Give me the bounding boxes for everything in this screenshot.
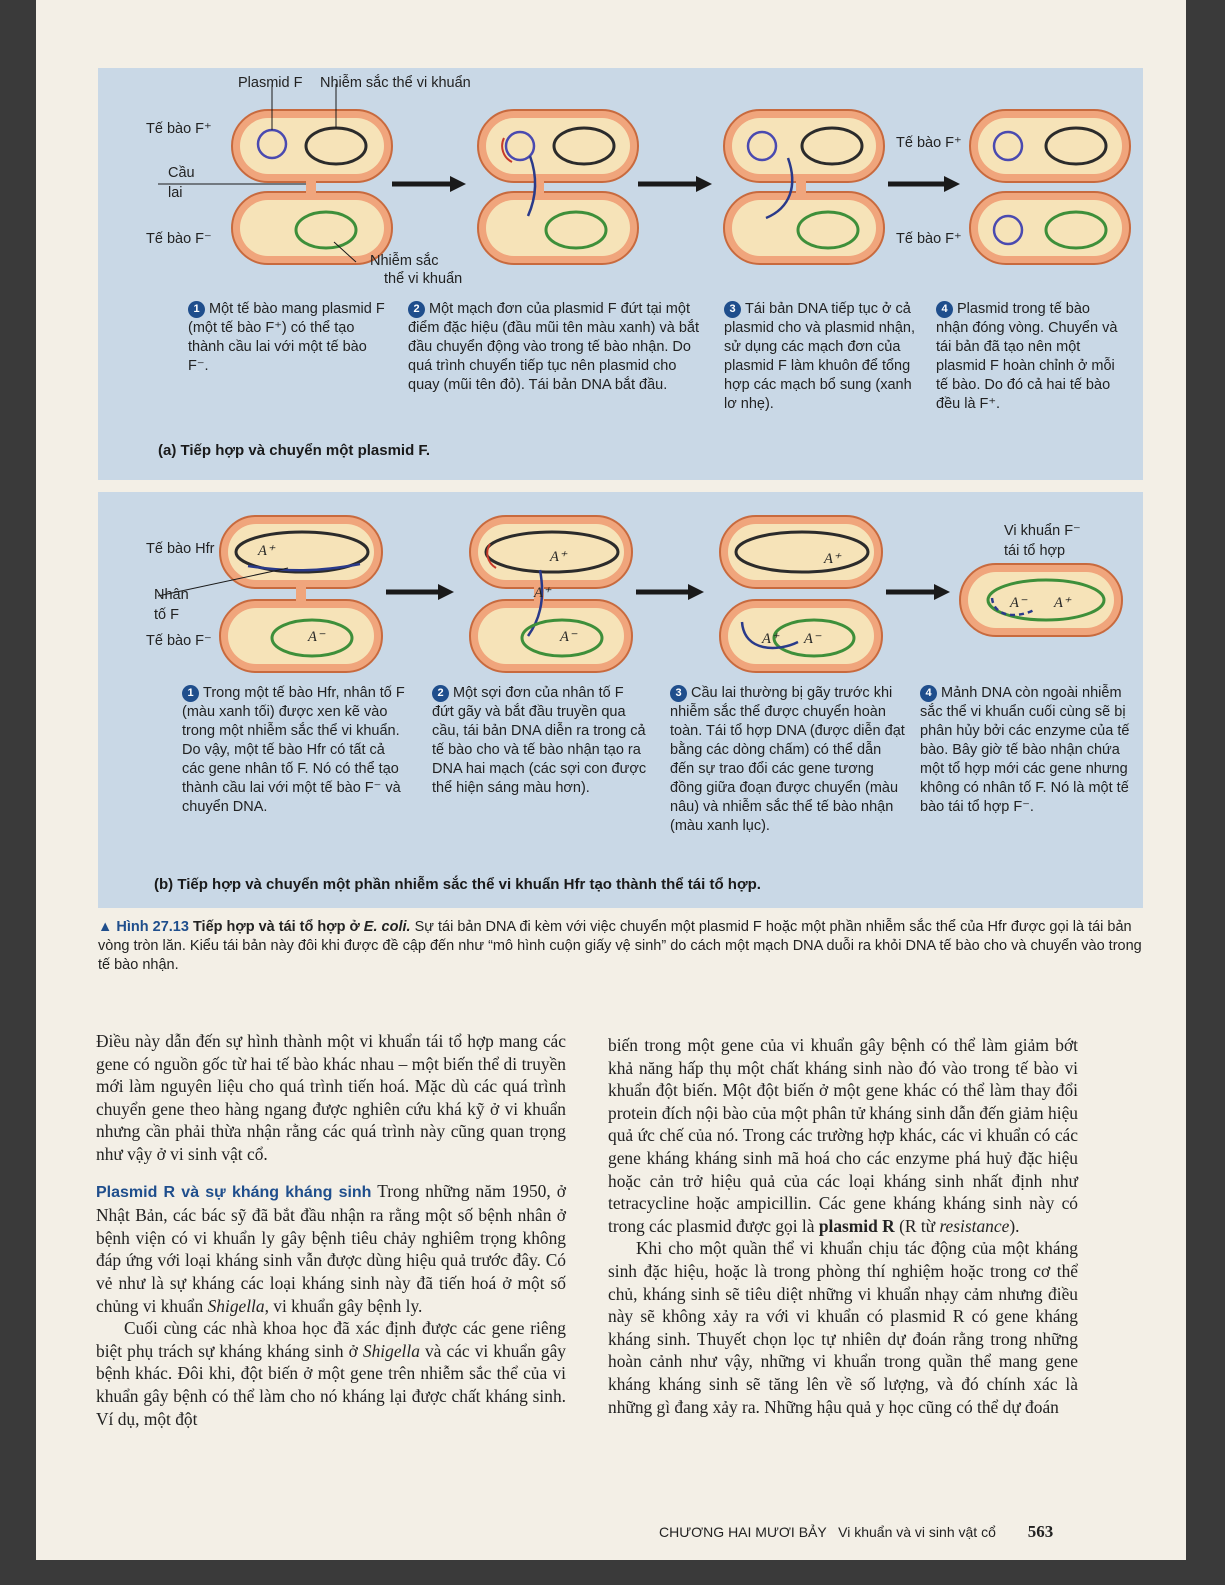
page-footer xyxy=(659,1522,1053,1542)
b-step4-cell xyxy=(960,564,1122,636)
a-plus-1: A⁺ xyxy=(258,543,275,559)
panel-a-title: (a) Tiếp hợp và chuyển một plasmid F. xyxy=(158,442,431,459)
term-italic: resistance xyxy=(939,1215,1010,1236)
section-heading: Plasmid R và sự kháng kháng sinh xyxy=(96,1183,372,1201)
b-step3-cells xyxy=(720,516,882,672)
step-text: Trong một tế bào Hfr, nhân tố F (màu xanh tối) được xen kẽ vào trong một nhiễm sắc thể vi khuẩn. Do vậy, một tế bào Hfr có tất cả các gene nhân tố F. Nó có thể tạo thành cầu lai với một tế bào F⁻ và chuyển DNA. xyxy=(182,685,405,815)
figure-caption xyxy=(98,918,1143,975)
term-bold: plasmid R xyxy=(818,1215,895,1236)
f-factor-label-2: tố F xyxy=(154,607,179,623)
result-bottom-label: Tế bào F⁺ xyxy=(896,231,962,247)
recombinant-label-1: Vi khuẩn F⁻ xyxy=(1004,523,1081,539)
a-plus-2b: A⁺ xyxy=(534,585,551,601)
result-top-label: Tế bào F⁺ xyxy=(896,135,962,151)
step-text: Cầu lai thường bị gãy trước khi nhiễm sắc thể được chuyển hoàn toàn. Tái tổ hợp DNA (được diễn đạt bằng các dòng chấm) có thể dẫn đến sự trao đổi các gene tương đồng giữa đoạn được chuyển (màu nâu) và nhiễm sắc thể tế bào nhận (màu xanh lục). xyxy=(670,685,905,834)
step-b-3 xyxy=(670,684,906,836)
caption-text: Sự tái bản DNA đi kèm với việc chuyển một plasmid F hoặc một phần nhiễm sắc thể của Hfr được gọi là tái bản vòng tròn lăn. Kiểu tái bản này đôi khi được đề cập đến như “mô hình cuộn giấy vệ sinh” do cách một mạch DNA duỗi ra khỏi DNA tế bào cho và chuyển vào trong tế bào nhận. xyxy=(98,919,1142,973)
a-minus-2: A⁻ xyxy=(560,629,577,645)
page-number: 563 xyxy=(1027,1522,1054,1541)
step-number: 3 xyxy=(670,685,687,702)
step2-cells xyxy=(478,110,638,264)
step-number: 1 xyxy=(182,685,199,702)
step-number: 2 xyxy=(432,685,449,702)
chromosome2-label-1: Nhiễm sắc xyxy=(370,253,439,269)
body-left-column xyxy=(96,1030,566,1430)
step-number: 1 xyxy=(188,301,205,318)
step3-cells xyxy=(724,110,884,264)
paragraph-text: và các vi khuẩn gây bệnh khác. Đôi khi, đột biến ở một gene trên nhiễm sắc thể của vi khuẩn gây bệnh có thể làm cho nó kháng lại được chất kháng sinh. Ví dụ, một đột xyxy=(96,1340,566,1429)
a-plus-3b: A⁺ xyxy=(762,631,779,647)
chromosome-label: Nhiễm sắc thể vi khuẩn xyxy=(320,75,471,91)
bridge-label-1: Cầu xyxy=(168,165,195,181)
figure-panel-a xyxy=(98,68,1143,480)
donor-cell-label: Tế bào F⁺ xyxy=(146,121,212,137)
panel-b-title: (b) Tiếp hợp và chuyển một phần nhiễm sắc thể vi khuẩn Hfr tạo thành thể tái tổ hợp. xyxy=(154,876,761,893)
recipient-cell-label-b: Tế bào F⁻ xyxy=(146,633,212,649)
step4-cells xyxy=(970,110,1130,264)
paragraph: Khi cho một quần thể vi khuẩn chịu tác động của một kháng sinh đặc hiệu, hoặc là trong phòng thí nghiệm hoặc trong cơ thể chủ, kháng sinh sẽ tiêu diệt những vi khuẩn nhạy cảm nhưng điều này sẽ không xảy ra với vi khuẩn có plasmid R có gene kháng kháng sinh. Thuyết chọn lọc tự nhiên dự đoán rằng trong những hoàn cảnh như vậy, những vi khuẩn trong quần thể mang gene kháng kháng sinh sẽ tăng lên về số lượng, và đó chính xác là những gì đang xảy ra. Những hậu quả y học cũng có thể dự đoán xyxy=(608,1238,1078,1417)
paragraph-text: Trong những năm 1950, ở Nhật Bản, các bác sỹ đã bắt đầu nhận ra rằng một số bệnh nhân ở bệnh viện có vi khuẩn ly gây bệnh tiêu chảy nghiêm trọng không đáp ứng với loại kháng sinh vẫn được dùng hiệu quả trước đây. Có vẻ như là sự kháng các loại kháng sinh này đã tiến hoá ở một số chủng vi khuẩn xyxy=(96,1180,566,1316)
panel-a-diagram xyxy=(98,68,1143,480)
step-text: Một sợi đơn của nhân tố F đứt gãy và bắt đầu truyền qua cầu, tái bản DNA diễn ra trong cả tế bào cho và tế bào nhận tạo ra DNA hai mạch (các sợi con được thể hiện sáng màu hơn). xyxy=(432,685,647,796)
step-a-2 xyxy=(408,300,704,395)
hfr-cell-label: Tế bào Hfr xyxy=(146,541,215,557)
a-minus-4: A⁻ xyxy=(1010,595,1027,611)
figure-number: Hình 27.13 xyxy=(116,919,189,935)
step-text: Một mạch đơn của plasmid F đứt tại một điểm đặc hiệu (đầu mũi tên màu xanh) và bắt đầu chuyển động vào trong tế bào nhận. Do quá trình chuyển tiếp tục nên plasmid cho quay (mũi tên đỏ). Tái bản DNA bắt đầu. xyxy=(408,301,699,393)
paragraph-text: Cuối cùng các nhà khoa học đã xác định được các gene riêng biệt phụ trách sự kháng kháng sinh ở xyxy=(96,1318,566,1361)
step-a-3 xyxy=(724,300,920,414)
a-plus-2: A⁺ xyxy=(550,549,567,565)
step-b-1 xyxy=(182,684,408,817)
chapter-title: Vi khuẩn và vi sinh vật cổ xyxy=(838,1524,996,1540)
paragraph-text: ). xyxy=(1009,1215,1020,1236)
paragraph xyxy=(96,1317,566,1430)
paragraph xyxy=(608,1034,1078,1237)
a-plus-4: A⁺ xyxy=(1054,595,1071,611)
textbook-page xyxy=(36,0,1186,1560)
a-plus-3: A⁺ xyxy=(824,551,841,567)
paragraph-text: (R từ xyxy=(899,1215,936,1236)
chapter-label: CHƯƠNG HAI MƯƠI BẢY xyxy=(659,1524,827,1540)
b-step1-cells xyxy=(220,516,382,672)
step1-cells xyxy=(232,110,392,264)
step-a-4 xyxy=(936,300,1126,414)
paragraph-text: , vi khuẩn gây bệnh ly. xyxy=(264,1295,423,1316)
step-text: Mảnh DNA còn ngoài nhiễm sắc thể vi khuẩn cuối cùng sẽ bị phân hủy bởi các enzyme của tế bào. Bây giờ tế bào nhận chứa một tổ hợp mới các gene nhưng không có nhân tố F. Nó là một tế bào tái tổ hợp F⁻. xyxy=(920,685,1130,815)
body-right-column xyxy=(608,1034,1078,1418)
caption-organism: E. coli. xyxy=(363,919,411,935)
recombinant-label-2: tái tổ hợp xyxy=(1004,543,1066,559)
bridge-label-2: lai xyxy=(168,185,183,201)
paragraph-text: biến trong một gene của vi khuẩn gây bệnh có thể làm giảm bớt khả năng hấp thụ một chất kháng sinh nào đó vào trong tế bào vi khuẩn đột biến. Một đột biến ở một gene khác có thể làm thay đổi protein đích nội bào của một phân tử kháng sinh dẫn đến giảm hiệu quả ức chế của nó. Trong các trường hợp khác, các vi khuẩn có các gene kháng kháng sinh mã hoá cho các enzyme phá huỷ đặc hiệu hoặc cản trở hiệu quả của các loại kháng sinh nhất định như tetracycline hoặc ampicillin. Các gene kháng kháng sinh này có trong các plasmid được gọi là xyxy=(608,1035,1078,1236)
step-number: 4 xyxy=(936,301,953,318)
plasmid-f-label: Plasmid F xyxy=(238,75,303,91)
step-a-1 xyxy=(188,300,388,376)
paragraph: Điều này dẫn đến sự hình thành một vi khuẩn tái tổ hợp mang các gene có nguồn gốc từ hai tế bào khác nhau – một biến thể di truyền mới làm nguyên liệu cho quá trình tiến hoá. Mặc dù các quá trình chuyển gene theo hàng ngang được nghiên cứu khá kỹ ở vi khuẩn nhưng cần phải thừa nhận rằng các quá trình này cũng quan trọng như vậy ở vi sinh vật cổ. xyxy=(96,1031,566,1164)
step-number: 3 xyxy=(724,301,741,318)
b-step2-cells xyxy=(470,516,632,672)
step-number: 2 xyxy=(408,301,425,318)
figure-panel-b xyxy=(98,492,1143,908)
caption-triangle-icon: ▲ xyxy=(98,919,113,935)
organism-name: Shigella xyxy=(207,1295,265,1316)
paragraph-section xyxy=(96,1180,566,1318)
step-number: 4 xyxy=(920,685,937,702)
step-text: Plasmid trong tế bào nhận đóng vòng. Chuyển và tái bản đã tạo nên một plasmid F hoàn chỉnh ở mỗi tế bào. Do đó cả hai tế bào đều là F⁺. xyxy=(936,301,1118,412)
chromosome2-label-2: thể vi khuẩn xyxy=(384,271,463,287)
step-b-2 xyxy=(432,684,648,798)
organism-name: Shigella xyxy=(362,1340,420,1361)
step-text: Tái bản DNA tiếp tục ở cả plasmid cho và plasmid nhận, sử dụng các mạch đơn của plasmid F làm khuôn để tổng hợp các mạch bổ sung (xanh lơ nhẹ). xyxy=(724,301,916,412)
recipient-cell-label: Tế bào F⁻ xyxy=(146,231,212,247)
step-text: Một tế bào mang plasmid F (một tế bào F⁺) có thể tạo thành cầu lai với một tế bào F⁻. xyxy=(188,301,385,374)
a-minus-1: A⁻ xyxy=(308,629,325,645)
a-minus-3: A⁻ xyxy=(804,631,821,647)
f-factor-label-1: Nhân xyxy=(154,587,189,603)
caption-title: Tiếp hợp và tái tổ hợp ở xyxy=(192,919,360,935)
step-b-4 xyxy=(920,684,1130,817)
